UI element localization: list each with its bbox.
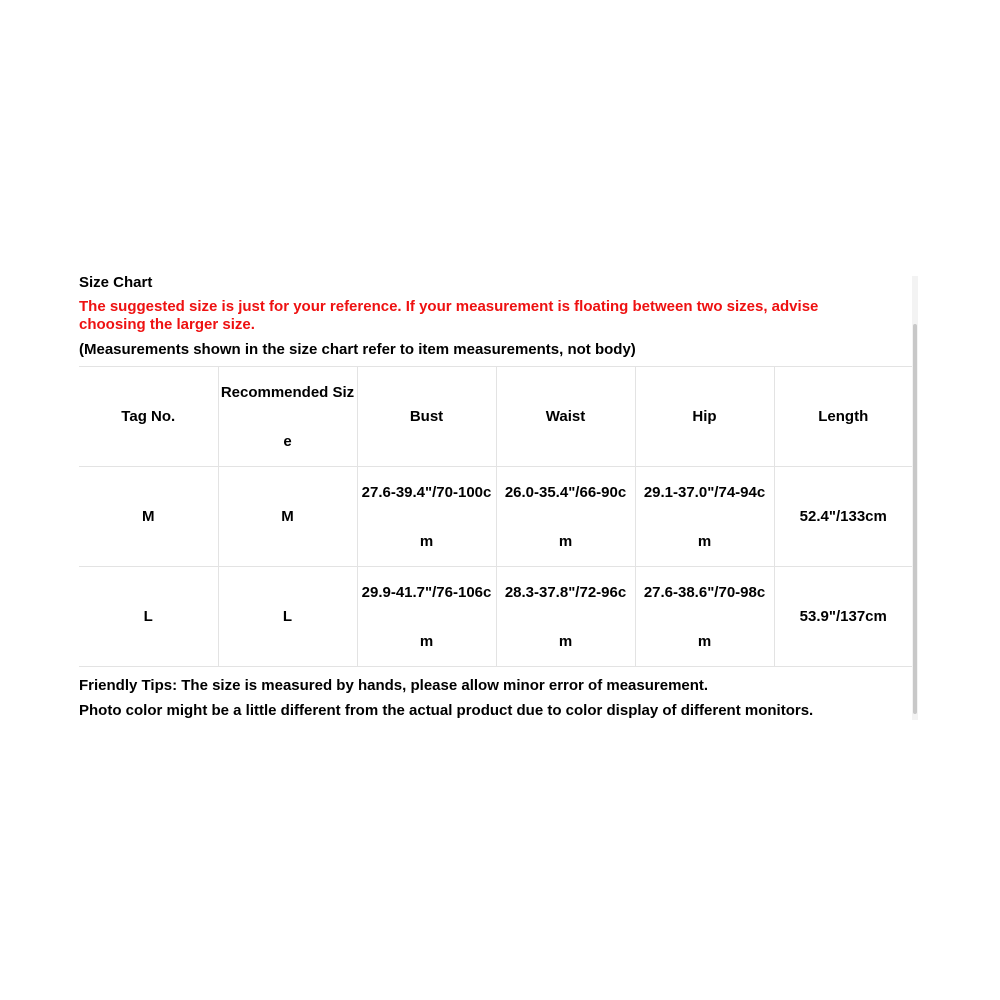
cell-bust: 27.6-39.4"/70-100cm — [357, 467, 496, 567]
tip-line: Friendly Tips: The size is measured by hands, please allow minor error of measurement. — [79, 677, 709, 694]
tip-line: Photo color might be a little different from the actual product due to color display of different monitors. — [79, 702, 814, 719]
size-chart-panel — [79, 272, 919, 723]
size-chart-title: Size Chart — [79, 274, 153, 291]
cell-waist: 28.3-37.8"/72-96cm — [496, 567, 635, 667]
scrollbar-thumb[interactable] — [913, 324, 917, 714]
header-recommended-size: Recommended Size — [218, 367, 357, 467]
header-length: Length — [774, 367, 912, 467]
cell-tag-no: L — [79, 567, 218, 667]
cell-waist: 26.0-35.4"/66-90cm — [496, 467, 635, 567]
header-waist: Waist — [496, 367, 635, 467]
header-tag-no: Tag No. — [79, 367, 218, 467]
table-row — [79, 467, 912, 567]
cell-hip: 27.6-38.6"/70-98cm — [635, 567, 774, 667]
reference-note: The suggested size is just for your reference. If your measurement is floating between two sizes, advise choosing the larger size. — [79, 298, 819, 333]
cell-tag-no: M — [79, 467, 218, 567]
cell-recommended-size: M — [218, 467, 357, 567]
vertical-scrollbar[interactable] — [912, 276, 918, 720]
cell-hip: 29.1-37.0"/74-94cm — [635, 467, 774, 567]
cell-length: 52.4"/133cm — [774, 467, 912, 567]
measurement-note: (Measurements shown in the size chart refer to item measurements, not body) — [79, 341, 636, 358]
table-header-row — [79, 367, 912, 467]
cell-bust: 29.9-41.7"/76-106cm — [357, 567, 496, 667]
cell-recommended-size: L — [218, 567, 357, 667]
header-bust: Bust — [357, 367, 496, 467]
friendly-tips — [79, 673, 919, 723]
table-row — [79, 567, 912, 667]
cell-length: 53.9"/137cm — [774, 567, 912, 667]
size-table — [79, 366, 912, 667]
header-hip: Hip — [635, 367, 774, 467]
